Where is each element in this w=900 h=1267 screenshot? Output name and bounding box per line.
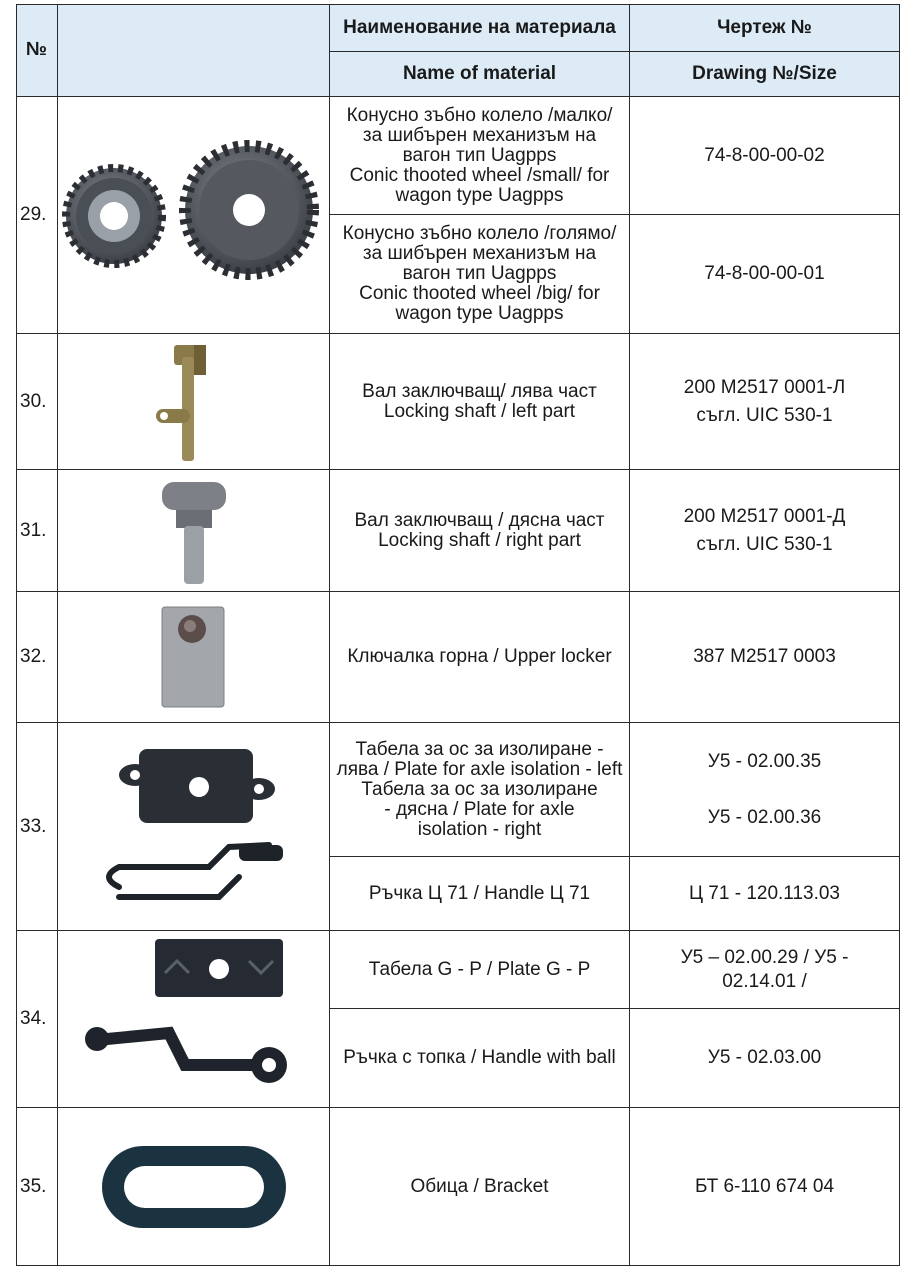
name-conic-wheel-small: Конусно зъбно колело /малко/ за шибърен механизъм на вагон тип Uagpps Conic thooted wheel /small/ for wagon type Uagpps xyxy=(330,97,630,215)
row-num-29: 29. xyxy=(16,97,58,334)
image-upper-locker xyxy=(58,592,330,723)
header-drawing-bg: Чертеж № xyxy=(630,4,900,52)
header-num: № xyxy=(16,4,58,97)
row-num-30: 30. xyxy=(16,334,58,470)
axle-plate-icon xyxy=(119,749,275,823)
drawing-handle-c71: Ц 71 - 120.113.03 xyxy=(630,857,900,931)
name-bracket: Обица / Bracket xyxy=(330,1108,630,1266)
row-num-35: 35. xyxy=(16,1108,58,1266)
drawing-bracket: БТ 6-110 674 04 xyxy=(630,1108,900,1266)
header-drawing-en: Drawing №/Size xyxy=(630,52,900,97)
shaft-left-icon xyxy=(156,345,206,461)
name-handle-ball: Ръчка с топка / Handle with ball xyxy=(330,1009,630,1108)
row-num-33: 33. xyxy=(16,723,58,931)
plate-gp-icon xyxy=(155,939,283,997)
drawing-upper-locker: 387 M2517 0003 xyxy=(630,592,900,723)
drawing-conic-wheel-small: 74-8-00-00-02 xyxy=(630,97,900,215)
bracket-ring-icon xyxy=(102,1146,286,1228)
drawing-plate-gp: У5 – 02.00.29 / У5 - 02.14.01 / xyxy=(630,931,900,1009)
row-num-34: 34. xyxy=(16,931,58,1108)
drawing-locking-shaft-left: 200 M2517 0001-Л съгл. UIC 530-1 xyxy=(630,334,900,470)
name-upper-locker: Ключалка горна / Upper locker xyxy=(330,592,630,723)
handle-c71-icon xyxy=(109,845,283,897)
image-plate-gp-and-ball-handle xyxy=(58,931,330,1108)
name-locking-shaft-right: Вал заключващ / дясна част Locking shaft / right part xyxy=(330,470,630,592)
big-gear-icon xyxy=(185,146,313,274)
shaft-right-icon xyxy=(162,482,226,584)
name-plate-gp: Табела G - P / Plate G - P xyxy=(330,931,630,1009)
row-num-31: 31. xyxy=(16,470,58,592)
image-locking-shaft-right xyxy=(58,470,330,592)
drawing-locking-shaft-right: 200 M2517 0001-Д съгл. UIC 530-1 xyxy=(630,470,900,592)
image-locking-shaft-left xyxy=(58,334,330,470)
name-axle-plates: Табела за ос за изолиране - лява / Plate for axle isolation - left Табела за ос за изолиране - дясна / Plate for axle isolation - right xyxy=(330,723,630,857)
header-name-bg: Наименование на материала xyxy=(330,4,630,52)
image-conic-wheels xyxy=(58,97,330,334)
small-gear-icon xyxy=(66,168,162,264)
image-bracket xyxy=(58,1108,330,1266)
locker-plate-icon xyxy=(162,607,224,707)
drawing-conic-wheel-big: 74-8-00-00-01 xyxy=(630,215,900,334)
drawing-handle-ball: У5 - 02.03.00 xyxy=(630,1009,900,1108)
name-locking-shaft-left: Вал заключващ/ лява част Locking shaft / left part xyxy=(330,334,630,470)
name-handle-c71: Ръчка Ц 71 / Handle Ц 71 xyxy=(330,857,630,931)
row-num-32: 32. xyxy=(16,592,58,723)
drawing-axle-plates: У5 - 02.00.35 У5 - 02.00.36 xyxy=(630,723,900,857)
header-image xyxy=(58,4,330,97)
header-name-en: Name of material xyxy=(330,52,630,97)
image-plate-and-handle-c71 xyxy=(58,723,330,931)
ball-handle-icon xyxy=(85,1027,287,1083)
name-conic-wheel-big: Конусно зъбно колело /голямо/ за шибърен механизъм на вагон тип Uagpps Conic thooted wheel /big/ for wagon type Uagpps xyxy=(330,215,630,334)
